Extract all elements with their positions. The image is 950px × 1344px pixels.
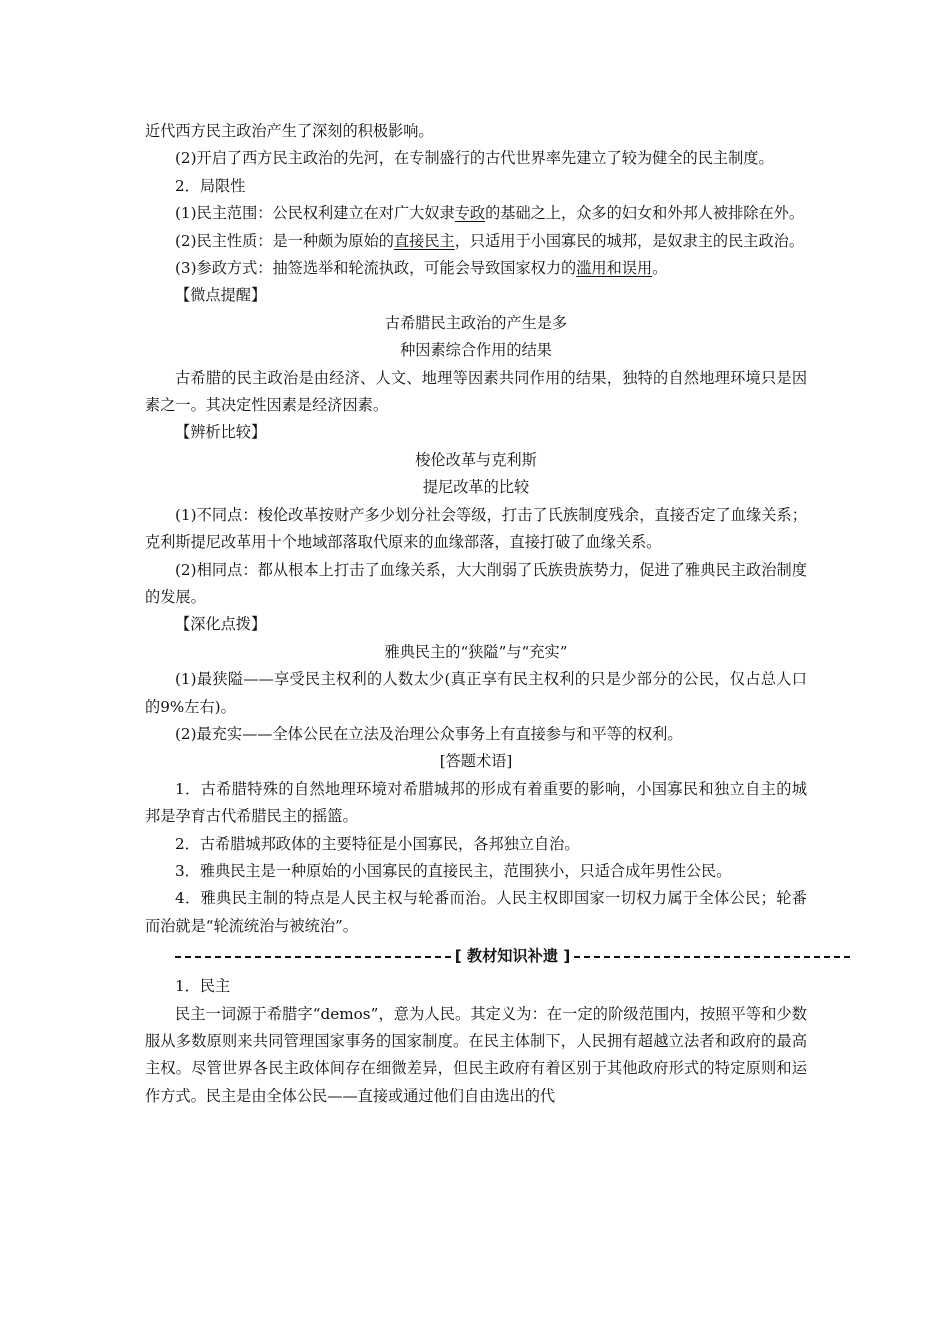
document-page xyxy=(145,118,807,1110)
paragraph: 1．古希腊特殊的自然地理环境对希腊城邦的形成有着重要的影响，小国寡民和独立自主的城邦是孕育古代希腊民主的摇篮。 xyxy=(145,779,807,826)
dashed-line xyxy=(574,956,850,958)
paragraph: (3)参政方式：抽签选举和轮流执政，可能会导致国家权力的滥用和误用。 xyxy=(175,259,668,278)
paragraph: 3．雅典民主是一种原始的小国寡民的直接民主，范围狭小，只适合成年男性公民。 xyxy=(175,861,732,880)
underlined-term: 专政 xyxy=(454,204,486,223)
paragraph: (2)民主性质：是一种颇为原始的直接民主，只适用于小国寡民的城邦，是奴隶主的民主政治。 xyxy=(175,231,805,250)
subheading-limitations: 2．局限性 xyxy=(175,176,246,195)
paragraph: (2)最充实——全体公民在立法及治理公众事务上有直接参与和平等的权利。 xyxy=(175,724,683,743)
paragraph: (2)相同点：都从根本上打击了血缘关系，大大削弱了氏族贵族势力，促进了雅典民主政治制度的发展。 xyxy=(145,560,807,606)
paragraph: 古希腊的民主政治是由经济、人文、地理等因素共同作用的结果，独特的自然地理环境只是因素之一。其决定性因素是经济因素。 xyxy=(145,368,807,415)
compare-title: 提尼改革的比较 xyxy=(422,478,530,497)
paragraph: (1)民主范围：公民权利建立在对广大奴隶专政的基础之上，众多的妇女和外邦人被排除在外。 xyxy=(175,204,805,223)
compare-label: 【辨析比较】 xyxy=(175,423,267,442)
underlined-term: 滥用和误用 xyxy=(576,259,653,278)
section-divider xyxy=(175,943,850,970)
tip-label: 【微点提醒】 xyxy=(175,286,267,305)
paragraph: 近代西方民主政治产生了深刻的积极影响。 xyxy=(145,122,434,140)
paragraph: 民主一词源于希腊字“demos”，意为人民。其定义为：在一定的阶级范围内，按照平等和少数服从多数原则来共同管理国家事务的国家制度。在民主体制下，人民拥有超越立法者和政府的最高主权。尽管世界各民主政体间存在细微差异，但民主政府有着区别于其他政府形式的特定原则和运作方式。民主是由全体公民——直接或通过他们自由选出的代 xyxy=(145,1004,807,1105)
subheading-democracy: 1．民主 xyxy=(175,977,231,996)
paragraph: (2)开启了西方民主政治的先河，在专制盛行的古代世界率先建立了较为健全的民主制度。 xyxy=(175,149,774,168)
underlined-term: 直接民主 xyxy=(393,231,455,250)
paragraph: 4．雅典民主制的特点是人民主权与轮番而治。人民主权即国家一切权力属于全体公民；轮番而治就是“轮流统治与被统治”。 xyxy=(145,889,807,935)
deepen-label: 【深化点拨】 xyxy=(175,615,267,634)
deepen-title: 雅典民主的“狭隘”与“充实” xyxy=(384,642,568,661)
dashed-line xyxy=(175,956,451,958)
tip-title: 种因素综合作用的结果 xyxy=(400,341,552,360)
section-title: [ 教材知识补遗 ] xyxy=(454,947,571,966)
paragraph: (1)不同点：梭伦改革按财产多少划分社会等级，打击了氏族制度残余，直接否定了血缘关系；克利斯提尼改革用十个地域部落取代原来的血缘部落，直接打破了血缘关系。 xyxy=(145,505,807,552)
paragraph: (1)最狭隘——享受民主权利的人数太少(真正享有民主权利的只是少部分的公民，仅占总人口的9%左右)。 xyxy=(145,670,807,716)
paragraph: 2．古希腊城邦政体的主要特征是小国寡民，各邦独立自治。 xyxy=(175,834,580,853)
compare-title: 梭伦改革与克利斯 xyxy=(415,450,537,469)
tip-title: 古希腊民主政治的产生是多 xyxy=(384,313,568,332)
terms-label: [答题术语] xyxy=(439,752,513,771)
